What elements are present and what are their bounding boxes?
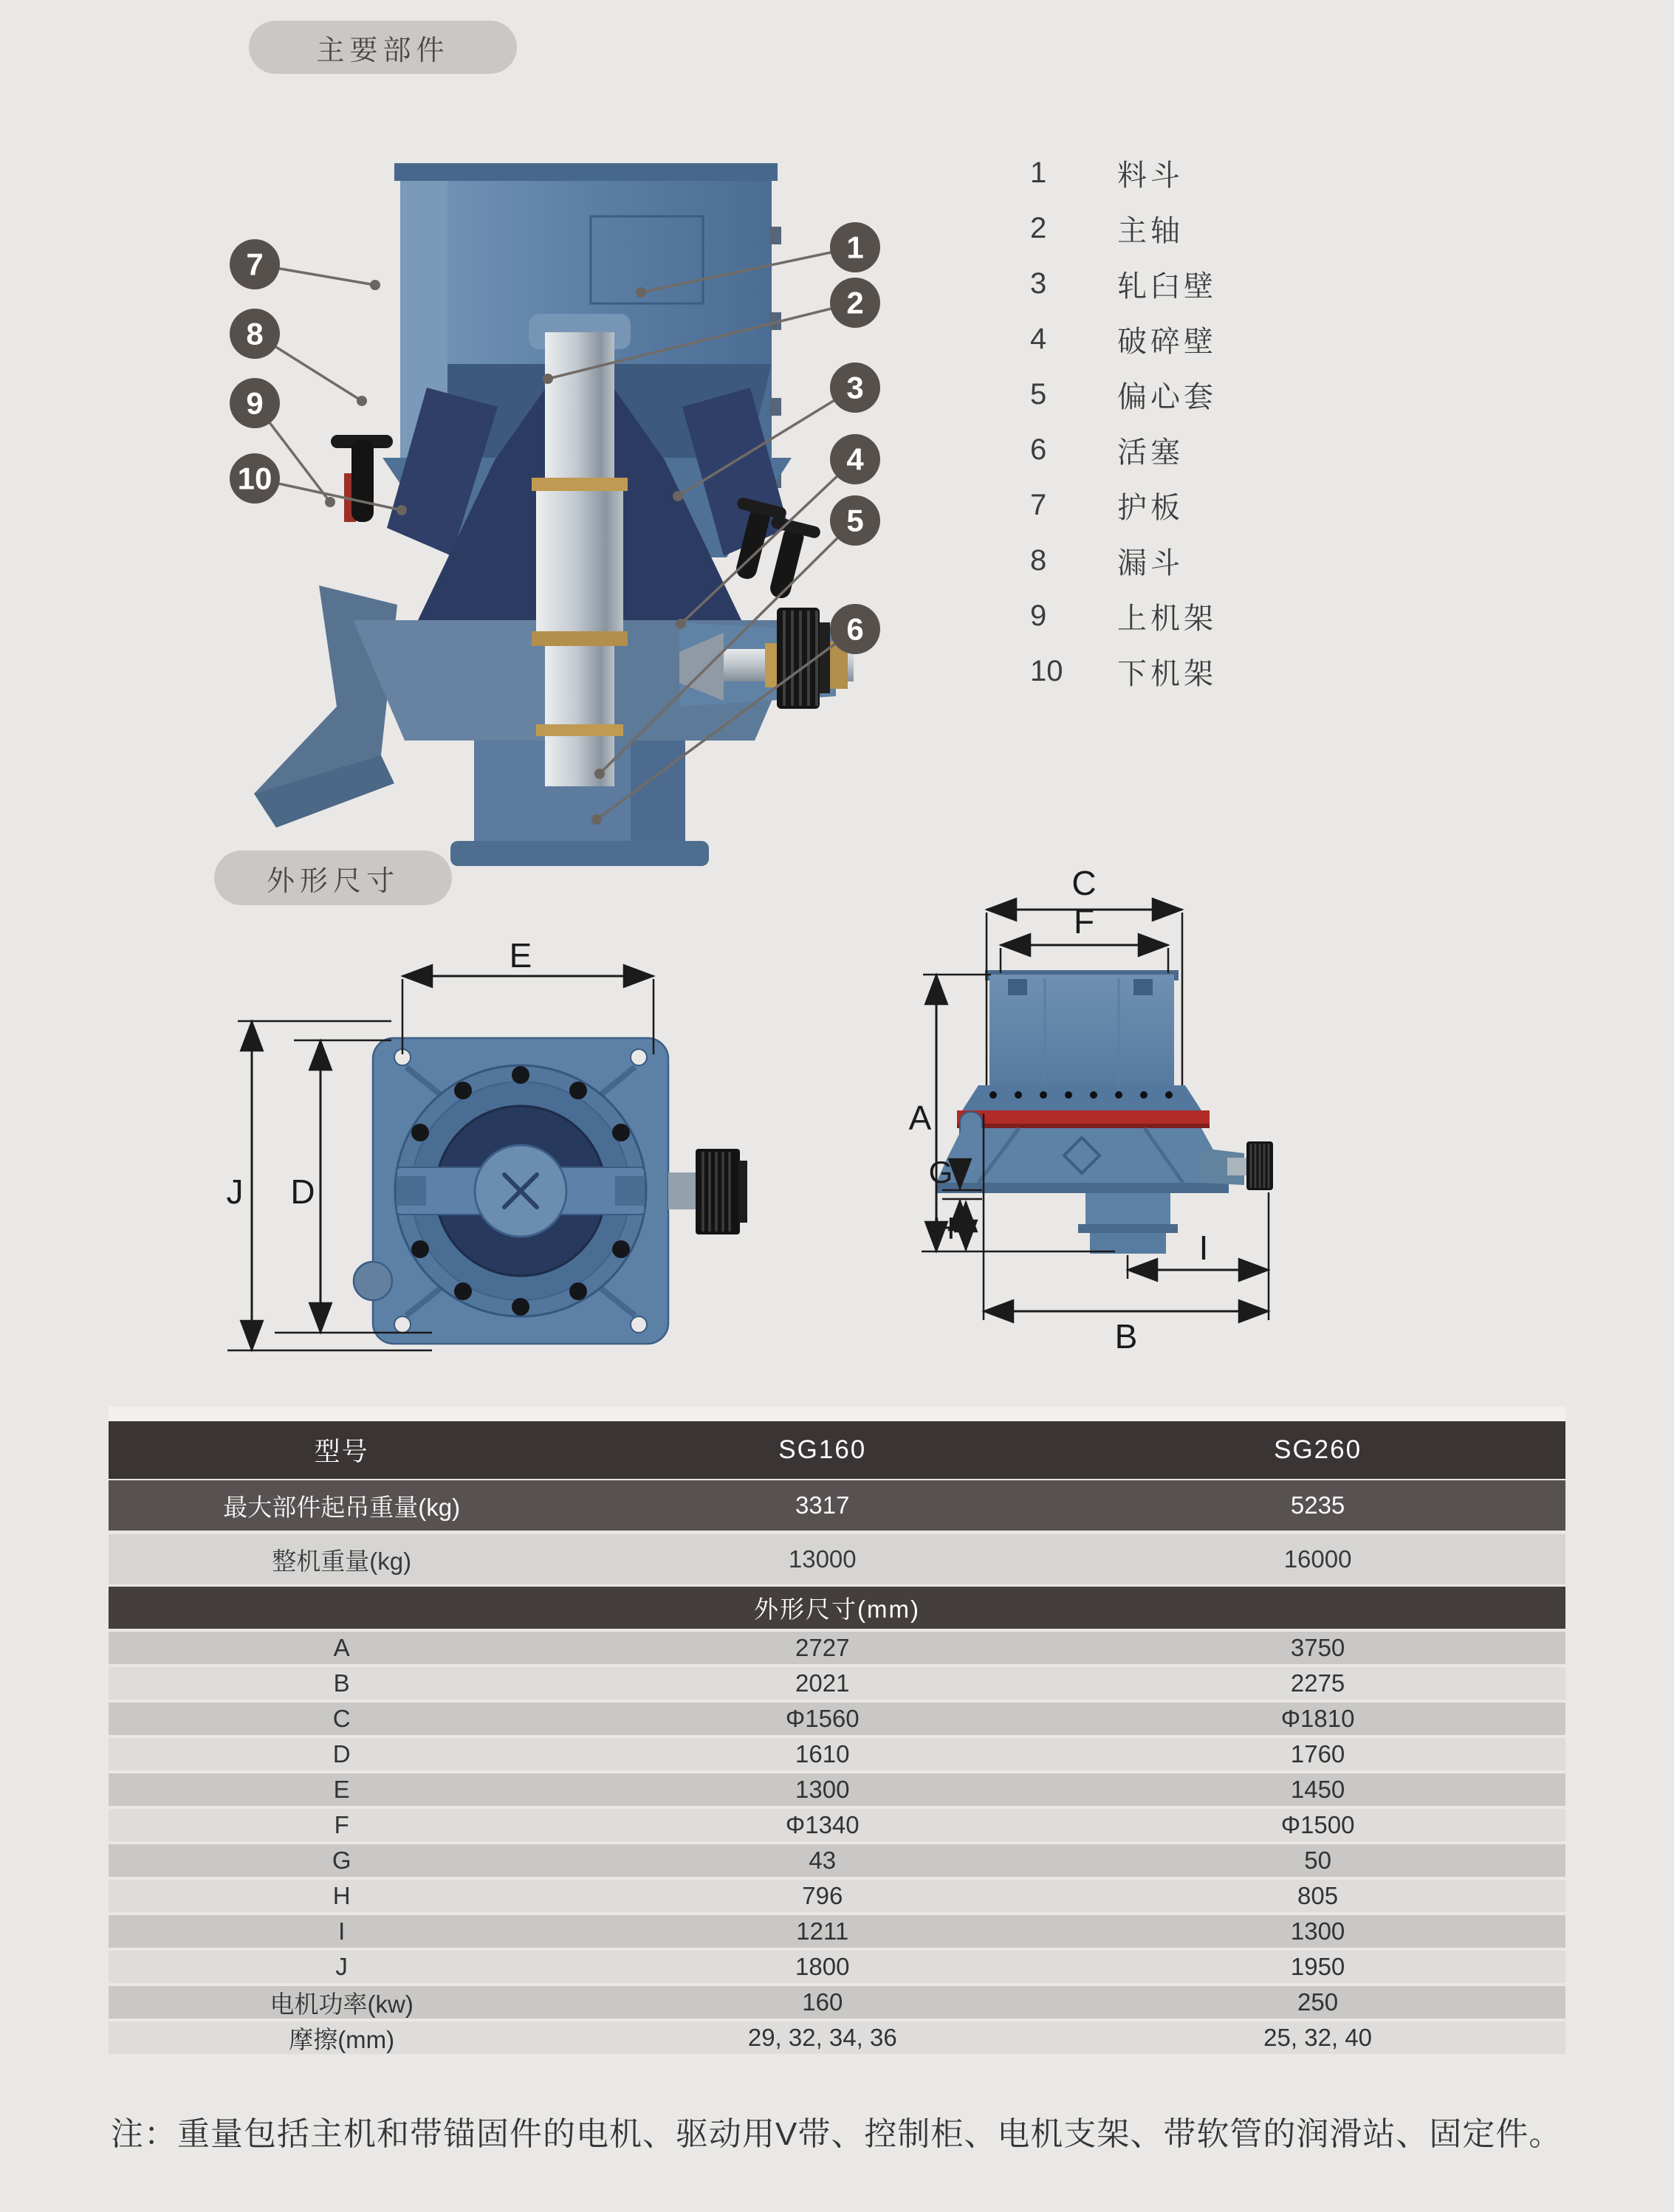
row-label: E: [333, 1776, 350, 1803]
sg160-value: 796: [802, 1882, 843, 1909]
table-header-row: [109, 1421, 1565, 1479]
callout-1: [830, 222, 880, 272]
sg160-value: 2727: [795, 1634, 850, 1661]
section-title-dimensions: [214, 851, 452, 905]
sg160-value: 1300: [795, 1776, 850, 1803]
row-label: I: [338, 1917, 346, 1945]
legend-item: [1030, 533, 1217, 588]
sg160-value: 1800: [795, 1953, 850, 1980]
table-row: [109, 1632, 1565, 1664]
dim-label-H: H: [932, 1211, 956, 1246]
side-pulley: [1246, 1141, 1273, 1190]
table-row: [109, 1809, 1565, 1841]
table-row: [109, 1738, 1565, 1770]
sg160-value: Φ1560: [785, 1705, 860, 1732]
part-label: 漏斗: [1117, 547, 1184, 580]
part-number: 9: [1030, 600, 1047, 632]
grease-knob: [354, 1262, 392, 1300]
table-row: [109, 1844, 1565, 1877]
crusher-art: [254, 163, 854, 866]
legend-item: [1030, 588, 1217, 644]
sg260-value: 805: [1297, 1882, 1339, 1909]
part-number: 6: [1030, 433, 1047, 466]
part-number: 1: [1030, 157, 1047, 189]
table-row: [109, 1480, 1565, 1531]
sg260-value: 1300: [1290, 1917, 1345, 1945]
callout-7: [230, 239, 280, 289]
sg260-value: 3750: [1290, 1634, 1345, 1661]
row-label: A: [333, 1634, 350, 1661]
legend-item: [1030, 422, 1217, 478]
dim-label-I: I: [1198, 1229, 1209, 1267]
discharge-neck: [1085, 1193, 1170, 1224]
row-label: H: [332, 1882, 351, 1909]
part-label: 上机架: [1117, 602, 1217, 635]
svg-text:1: 1: [846, 230, 864, 265]
lifting-lug: [1133, 979, 1153, 995]
callout-5: [830, 495, 880, 546]
sg260-value: 1760: [1290, 1740, 1345, 1768]
sg160-value: 43: [809, 1847, 837, 1874]
row-label: 最大部件起吊重量(kg): [223, 1493, 461, 1521]
part-label: 护板: [1117, 492, 1184, 524]
sg260-value: 5235: [1290, 1491, 1345, 1519]
sg160-value: 1610: [795, 1740, 850, 1768]
sg160-value: 29, 32, 34, 36: [747, 2024, 897, 2051]
dim-label-G: G: [928, 1155, 953, 1189]
legend-item: [1030, 644, 1217, 699]
part-label: 活塞: [1117, 436, 1184, 469]
part-label: 轧臼壁: [1117, 270, 1217, 303]
svg-text:9: 9: [246, 385, 264, 421]
bottom-flange: [450, 841, 709, 866]
svg-text:6: 6: [846, 611, 864, 647]
legend-item: [1030, 367, 1217, 422]
part-label: 下机架: [1117, 658, 1217, 690]
legend-item: [1030, 201, 1217, 256]
svg-text:10: 10: [237, 461, 272, 496]
svg-text:4: 4: [846, 442, 864, 477]
hopper-rim: [394, 163, 778, 181]
spec-table: [109, 1406, 1565, 2057]
svg-text:3: 3: [846, 370, 864, 405]
sg260-value: 1450: [1290, 1776, 1345, 1803]
svg-text:2: 2: [846, 285, 864, 320]
row-label: 电机功率(kw): [270, 1990, 414, 2018]
table-row: [109, 1915, 1565, 1948]
part-number: 8: [1030, 544, 1047, 577]
part-label: 料斗: [1117, 159, 1184, 192]
dim-label-F: F: [1073, 902, 1095, 941]
svg-text:7: 7: [246, 247, 264, 282]
sg160-value: 1211: [796, 1917, 849, 1945]
part-label: 主轴: [1117, 215, 1184, 247]
parts-legend: [1030, 145, 1217, 699]
topview-dimension-figure: [222, 938, 768, 1381]
row-label: 整机重量(kg): [272, 1547, 412, 1575]
row-label: B: [333, 1669, 350, 1697]
table-row: [109, 1534, 1565, 1584]
part-number: 7: [1030, 489, 1047, 521]
part-number: 3: [1030, 267, 1047, 300]
row-label: J: [335, 1953, 348, 1980]
lifting-lug: [1008, 979, 1027, 995]
sg260-value: 50: [1304, 1847, 1331, 1874]
table-row: [109, 1773, 1565, 1806]
dim-label-B: B: [1114, 1317, 1138, 1356]
section-title-main-parts: [249, 21, 517, 74]
section-header-label: 外形尺寸(mm): [754, 1596, 920, 1623]
dim-label-E: E: [509, 938, 532, 975]
callout-3: [830, 363, 880, 413]
sg160-value: 13000: [788, 1545, 857, 1573]
callout-2: [830, 278, 880, 328]
sg160-value: 3317: [795, 1491, 850, 1519]
base-plate: [936, 1183, 1229, 1193]
callout-4: [830, 434, 880, 484]
sg160-value: 160: [802, 1988, 843, 2016]
row-label: F: [334, 1811, 349, 1838]
legend-item: [1030, 256, 1217, 312]
row-label: C: [332, 1705, 351, 1732]
adjustment-ring: [962, 1085, 1201, 1110]
table-section-header: [109, 1587, 1565, 1629]
section-title-text: 主要部件: [316, 35, 450, 66]
callout-10: [230, 453, 280, 504]
sg260-value: 16000: [1283, 1545, 1352, 1573]
sideview-dimension-figure: [908, 849, 1484, 1366]
table-row: [109, 1667, 1565, 1700]
row-label: 摩擦(mm): [289, 2025, 395, 2053]
dim-label-D: D: [290, 1172, 315, 1211]
dim-label-A: A: [908, 1099, 932, 1137]
sg160-value: 2021: [795, 1669, 850, 1697]
sg260-value: 25, 32, 40: [1263, 2024, 1372, 2051]
table-row: [109, 1986, 1565, 2019]
table-top-strip: [109, 1406, 1565, 1421]
topview-art: [354, 1038, 747, 1344]
side-pulley: [696, 1149, 747, 1234]
row-label: D: [332, 1740, 351, 1768]
row-label: G: [332, 1847, 351, 1874]
sg260-value: 250: [1297, 1988, 1339, 2016]
dim-label-J: J: [226, 1172, 244, 1211]
header-sg160: SG160: [778, 1435, 867, 1464]
table-row: [109, 1880, 1565, 1912]
callout-9: [230, 378, 280, 428]
callout-8: [230, 309, 280, 359]
header-sg260: SG260: [1274, 1435, 1362, 1464]
legend-item: [1030, 145, 1217, 201]
section-title-text: 外形尺寸: [266, 865, 399, 897]
table-row: [109, 2022, 1565, 2054]
dim-label-C: C: [1071, 864, 1097, 902]
header-model: 型号: [314, 1438, 369, 1466]
part-label: 破碎壁: [1117, 326, 1217, 358]
svg-text:8: 8: [246, 316, 264, 351]
crusher-cutaway-figure: [207, 144, 953, 882]
part-number: 4: [1030, 323, 1047, 355]
sg160-value: Φ1340: [785, 1811, 860, 1838]
svg-text:5: 5: [846, 503, 864, 538]
callout-6: [830, 604, 880, 654]
part-number: 5: [1030, 378, 1047, 411]
sg260-value: Φ1810: [1280, 1705, 1355, 1732]
table-row: [109, 1703, 1565, 1735]
sg260-value: Φ1500: [1280, 1811, 1355, 1838]
table-row: [109, 1951, 1565, 1983]
legend-item: [1030, 478, 1217, 533]
sg260-value: 2275: [1290, 1669, 1345, 1697]
part-number: 10: [1030, 655, 1063, 687]
part-number: 2: [1030, 212, 1047, 244]
part-label: 偏心套: [1117, 381, 1217, 413]
footnote: 注：重量包括主机和带锚固件的电机、驱动用V带、控制柜、电机支架、带软管的润滑站、固定件。: [111, 2116, 1562, 2152]
legend-item: [1030, 312, 1217, 367]
sg260-value: 1950: [1290, 1953, 1345, 1980]
